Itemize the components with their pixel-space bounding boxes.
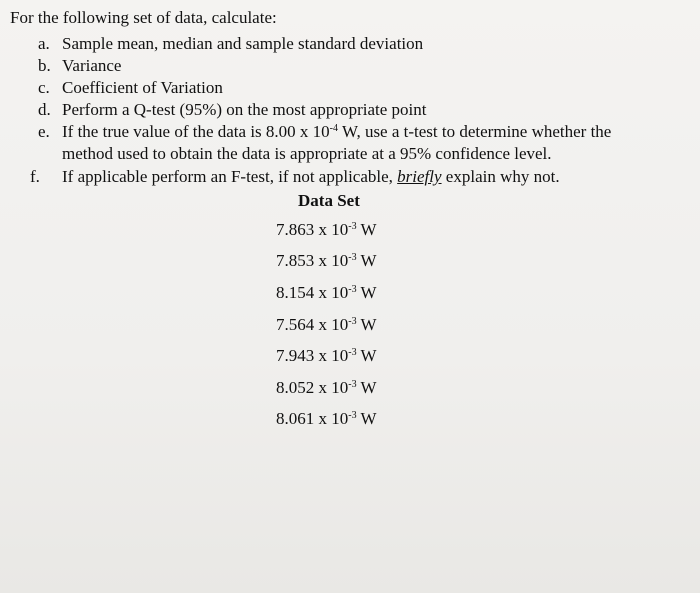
unit: W — [360, 251, 377, 270]
unit: W — [360, 220, 377, 239]
question-letter: c. — [38, 78, 50, 97]
data-value: 7.853 — [276, 251, 315, 270]
base: 10 — [331, 251, 349, 270]
question-letter: b. — [38, 56, 51, 75]
data-row — [276, 220, 377, 240]
question-b — [38, 56, 121, 76]
exponent: -3 — [348, 316, 357, 327]
question-letter: a. — [38, 34, 50, 53]
question-text — [62, 167, 560, 186]
data-value: 8.061 — [276, 409, 315, 428]
data-row — [276, 315, 377, 335]
question-d — [38, 100, 426, 120]
unit: W — [360, 283, 377, 302]
data-value: 7.564 — [276, 315, 315, 334]
bleed-through-texture — [262, 70, 265, 91]
question-text: Sample mean, median and sample standard deviation — [62, 34, 424, 53]
base: 10 — [331, 283, 349, 302]
multiplier: x — [318, 283, 327, 302]
question-text-post: explain why not. — [441, 167, 560, 186]
unit: W — [360, 315, 377, 334]
exponent: -3 — [348, 379, 357, 390]
data-row — [276, 283, 377, 303]
question-e — [38, 122, 611, 142]
question-text-pre: If the true value of the data is 8.00 x 10 — [62, 122, 330, 141]
question-text: Perform a Q-test (95%) on the most appropriate point — [62, 100, 427, 119]
question-e-continuation: method used to obtain the data is appropriate at a 95% confidence level. — [62, 144, 552, 163]
question-text — [62, 122, 611, 141]
question-a — [38, 34, 423, 54]
exponent: -3 — [348, 284, 357, 295]
unit: W — [360, 409, 377, 428]
multiplier: x — [318, 378, 327, 397]
data-value: 7.863 — [276, 220, 315, 239]
exponent: -3 — [348, 347, 357, 358]
data-value: 8.154 — [276, 283, 315, 302]
unit: W — [360, 346, 377, 365]
base: 10 — [331, 378, 349, 397]
question-exponent: -4 — [329, 123, 339, 134]
data-value: 8.052 — [276, 378, 315, 397]
exponent: -3 — [348, 410, 357, 421]
data-row — [276, 251, 377, 271]
data-row — [276, 378, 377, 398]
data-row — [276, 346, 377, 366]
question-text: Variance — [62, 56, 122, 75]
data-set-title: Data Set — [298, 191, 360, 210]
multiplier: x — [318, 409, 327, 428]
question-text: Coefficient of Variation — [62, 78, 223, 97]
data-row — [276, 409, 377, 429]
question-f — [30, 167, 560, 187]
multiplier: x — [318, 346, 327, 365]
question-letter: f. — [30, 167, 40, 186]
question-c — [38, 78, 223, 98]
instructions-heading: For the following set of data, calculate: — [10, 8, 277, 27]
question-text-post: W, use a t-test to determine whether the — [338, 122, 612, 141]
data-value: 7.943 — [276, 346, 315, 365]
question-letter: e. — [38, 122, 50, 141]
exponent: -3 — [348, 221, 357, 232]
question-text-pre: If applicable perform an F-test, if not applicable, — [62, 167, 398, 186]
multiplier: x — [318, 315, 327, 334]
multiplier: x — [318, 251, 327, 270]
exponent: -3 — [348, 252, 357, 263]
unit: W — [360, 378, 377, 397]
question-emphasis: briefly — [397, 167, 442, 186]
base: 10 — [331, 315, 349, 334]
multiplier: x — [318, 220, 327, 239]
question-letter: d. — [38, 100, 51, 119]
base: 10 — [331, 346, 349, 365]
base: 10 — [331, 220, 349, 239]
base: 10 — [331, 409, 349, 428]
